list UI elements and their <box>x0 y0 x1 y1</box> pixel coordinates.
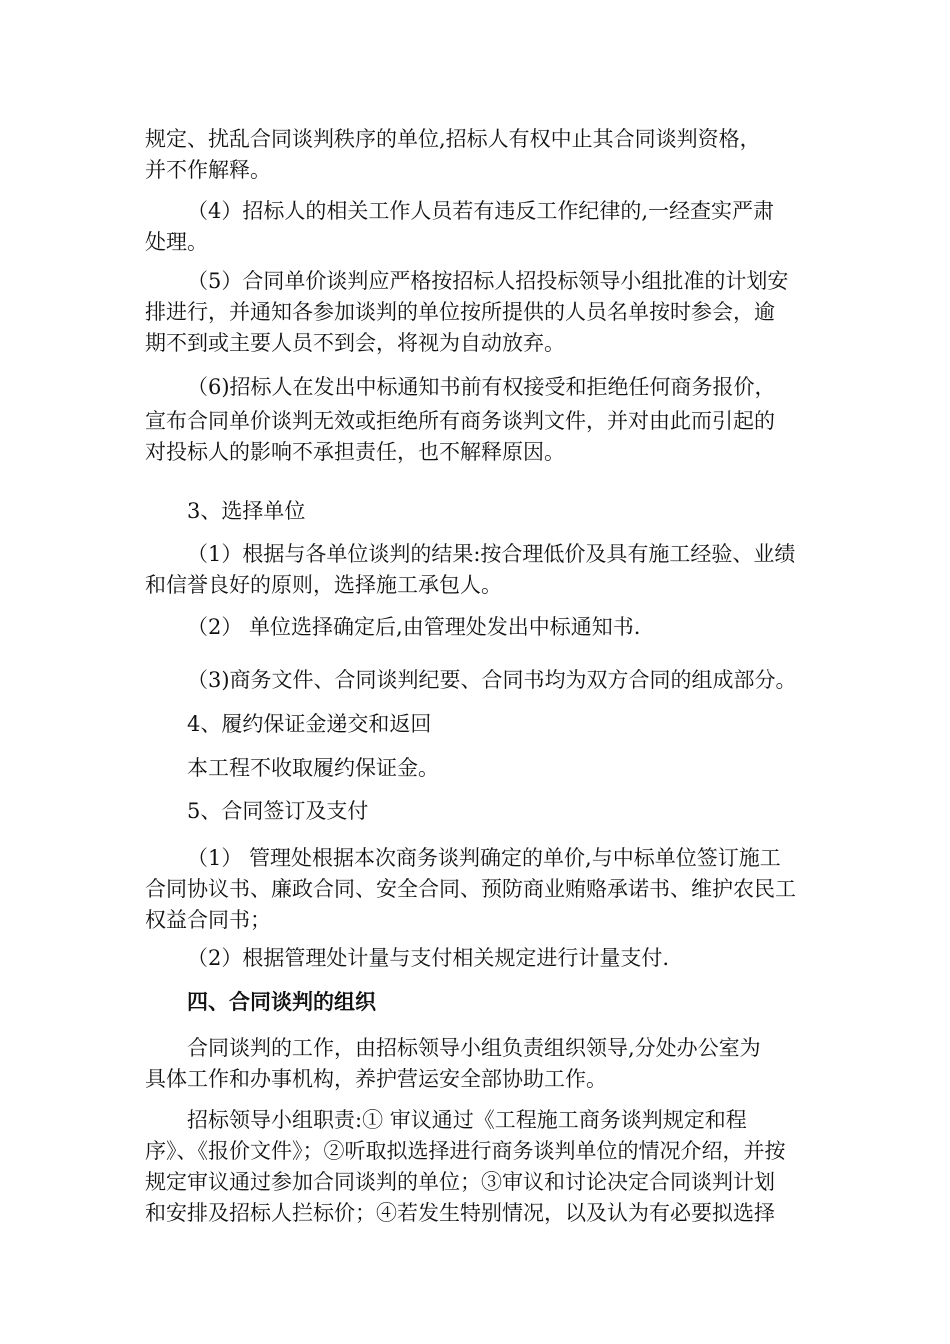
paragraph-line: （5）合同单价谈判应严格按招标人招投标领导小组批准的计划安 <box>187 269 789 293</box>
paragraph-item-6-continuation <box>145 406 810 468</box>
paragraph-line: 排进行，并通知各参加谈判的单位按所提供的人员名单按时参会，逾 <box>145 300 775 324</box>
paragraph-select-1 <box>145 539 810 601</box>
paragraph-signing-2 <box>145 943 810 974</box>
paragraph-line: 具体工作和办事机构，养护营运安全部协助工作。 <box>145 1067 607 1091</box>
paragraph-line: （4）招标人的相关工作人员若有违反工作纪律的,一经查实严肃 <box>187 199 775 223</box>
paragraph-item-4 <box>187 196 810 227</box>
paragraph-line: （6)招标人在发出中标通知书前有权接受和拒绝任何商务报价， <box>187 375 776 399</box>
paragraph-line: 4、履约保证金递交和返回 <box>187 712 432 736</box>
paragraph-negotiation-work <box>145 1033 810 1095</box>
paragraph-line: （3)商务文件、合同谈判纪要、合同书均为双方合同的组成部分。 <box>187 668 797 692</box>
paragraph-line: （1） 管理处根据本次商务谈判确定的单价,与中标单位签订施工 <box>187 846 781 870</box>
paragraph-line: 本工程不收取履约保证金。 <box>187 756 439 780</box>
paragraph-line: 合同协议书、廉政合同、安全合同、预防商业贿赂承诺书、维护农民工 <box>145 877 796 901</box>
paragraph-line: 并不作解释。 <box>145 158 271 182</box>
paragraph-line: 规定审议通过参加合同谈判的单位；③审议和讨论决定合同谈判计划 <box>145 1170 775 1194</box>
section-heading-performance-bond <box>145 709 810 740</box>
section-heading-negotiation-organization <box>145 986 810 1017</box>
paragraph-line: 和安排及招标人拦标价；④若发生特别情况，以及认为有必要拟选择 <box>145 1201 775 1225</box>
paragraph-no-performance-bond <box>145 753 810 784</box>
paragraph-disqualification-clause <box>145 124 810 186</box>
section-heading-contract-signing <box>145 796 810 827</box>
paragraph-line: 期不到或主要人员不到会，将视为自动放弃。 <box>145 331 565 355</box>
paragraph-line: （1）根据与各单位谈判的结果:按合理低价及具有施工经验、业绩 <box>187 542 796 566</box>
paragraph-signing-1 <box>145 843 810 936</box>
paragraph-line: 宣布合同单价谈判无效或拒绝所有商务谈判文件，并对由此而引起的 <box>145 409 775 433</box>
paragraph-line: 招标领导小组职责:① 审议通过《工程施工商务谈判规定和程 <box>187 1108 747 1132</box>
paragraph-item-6 <box>187 372 810 403</box>
paragraph-line: 权益合同书； <box>145 908 271 932</box>
paragraph-line: 四、合同谈判的组织 <box>187 989 376 1014</box>
paragraph-line: 对投标人的影响不承担责任，也不解释原因。 <box>145 440 565 464</box>
paragraph-line: 和信誉良好的原则，选择施工承包人。 <box>145 573 502 597</box>
paragraph-select-3 <box>145 665 810 696</box>
paragraph-line: 5、合同签订及支付 <box>187 799 369 823</box>
section-heading-select-unit <box>145 496 810 527</box>
paragraph-select-2 <box>145 612 810 643</box>
paragraph-line: 规定、扰乱合同谈判秩序的单位,招标人有权中止其合同谈判资格， <box>145 127 761 151</box>
paragraph-line: 序》、《报价文件》；②听取拟选择进行商务谈判单位的情况介绍，并按 <box>145 1139 786 1163</box>
paragraph-line: 3、选择单位 <box>187 499 306 523</box>
paragraph-leading-group-duties <box>145 1105 810 1229</box>
paragraph-line: （2）根据管理处计量与支付相关规定进行计量支付. <box>187 946 670 970</box>
paragraph-line: 合同谈判的工作，由招标领导小组负责组织领导,分处办公室为 <box>187 1036 761 1060</box>
paragraph-line: （2） 单位选择确定后,由管理处发出中标通知书. <box>187 615 641 639</box>
paragraph-item-4-continuation <box>145 227 810 258</box>
paragraph-line: 处理。 <box>145 230 208 254</box>
paragraph-item-5 <box>145 266 810 359</box>
